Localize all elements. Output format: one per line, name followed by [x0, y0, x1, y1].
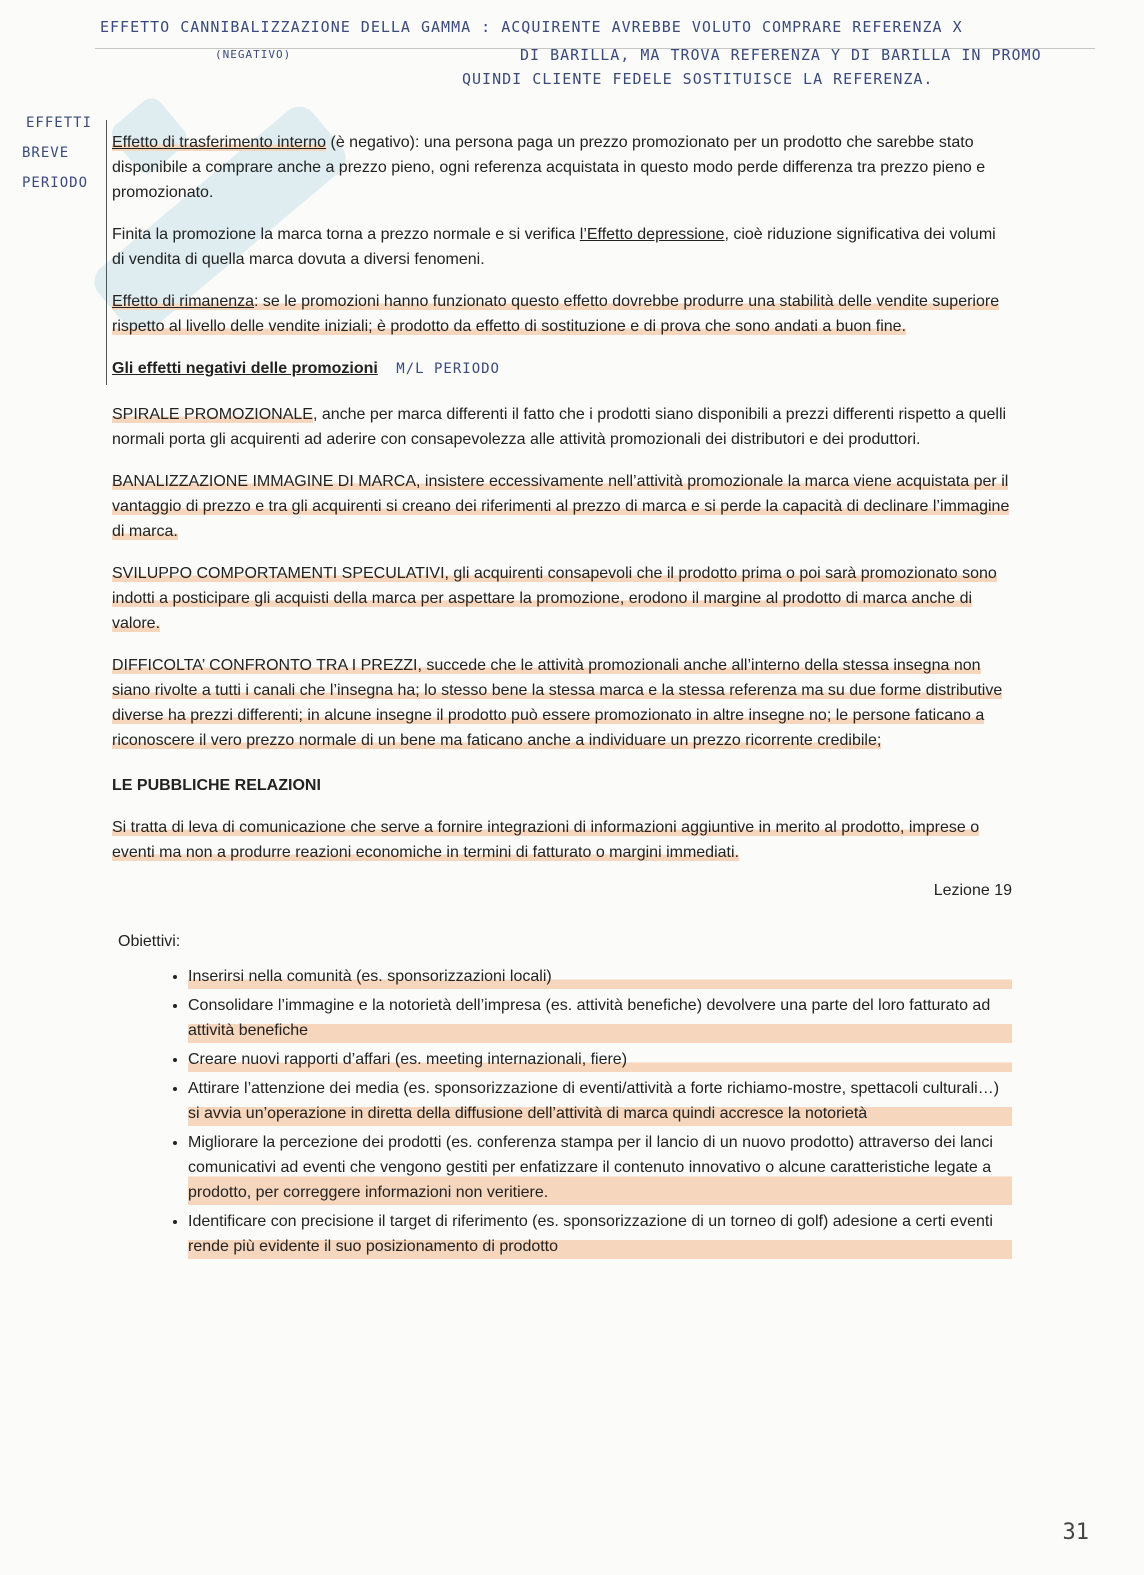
handwritten-header-line1: EFFETTO CANNIBALIZZAZIONE DELLA GAMMA : ACQUIRENTE AVREBBE VOLUTO COMPRARE REFERENZA X — [100, 18, 963, 36]
document-body — [112, 130, 1012, 1263]
objectives-list — [112, 964, 1012, 1259]
margin-line — [106, 120, 107, 385]
objectives-title: Obiettivi: — [118, 933, 181, 950]
term-rimanenza: Effetto di rimanenza — [112, 293, 255, 310]
handwritten-heading-note: M/L PERIODO — [396, 361, 500, 377]
paragraph-trasferimento — [112, 130, 1012, 205]
paragraph-rimanenza — [112, 289, 1012, 339]
objective-item: • Attirare l’attenzione dei media (es. sponsorizzazione di eventi/attività a forte richiamo-mostre, spettacoli culturali…) si avvia un’operazione in diretta della diffusione dell’attività di marca quindi accresce la notorietà — [188, 1076, 1012, 1126]
text-trasferimento: (è negativo): una persona paga un prezzo promozionato per un prodotto che sarebbe stato disponibile a comprare anche a prezzo pieno, ogni referenza acquistata in questo modo perde differenza tra prezzo pieno e promozionato. — [112, 134, 986, 201]
paragraph-spirale — [112, 402, 1012, 452]
term-depressione: l’Effetto depressione — [579, 226, 725, 243]
objective-item: • Migliorare la percezione dei prodotti (es. conferenza stampa per il lancio di un nuovo prodotto) attraverso dei lanci comunicativi ad eventi che vengono gestiti per enfatizzare il contenuto innovativo o alcune caratteristiche legate a prodotto, per correggere informazioni non veritiere. — [188, 1130, 1012, 1205]
text-confronto-prezzi: , succede che le attività promozionali anche all’interno della stessa insegna non siano rivolte a tutti i canali che l’insegna ha; lo stesso bene la stessa marca e la stessa referenza ma su due forme distributive diverse ha prezzi differenti; in alcune insegne il prodotto può essere promozionato in altre insegne no; le persone faticano a riconoscere il vero prezzo normale di un bene ma faticano anche a individuare un prezzo ricorrente credibile; — [112, 657, 1003, 749]
paragraph-speculativi — [112, 561, 1012, 636]
term-spirale: SPIRALE PROMOZIONALE — [112, 406, 313, 423]
lesson-label: Lezione 19 — [933, 882, 1012, 899]
term-confronto-prezzi: DIFFICOLTA’ CONFRONTO TRA I PREZZI — [112, 657, 418, 674]
term-banalizzazione: BANALIZZAZIONE IMMAGINE DI MARCA — [112, 473, 417, 490]
paragraph-depressione — [112, 222, 1012, 272]
text-rimanenza: : se le promozioni hanno funzionato questo effetto dovrebbe produrre una stabilità delle vendite superiore rispetto al livello delle vendite iniziali; è prodotto da effetto di sostituzione e di prova che sono andati a buon fine. — [112, 293, 1000, 335]
text-spirale: , anche per marca differenti il fatto che i prodotti siano disponibili a prezzi differenti rispetto a quelli normali porta gli acquirenti ad aderire con consapevolezza alle attività promozionali dei distributori e dei produttori. — [112, 406, 1007, 448]
handwritten-side-note-2: BREVE — [22, 145, 70, 161]
paragraph-confronto-prezzi — [112, 653, 1012, 753]
text-depressione-pre: Finita la promozione la marca torna a prezzo normale e si verifica — [112, 226, 580, 243]
objective-item: • Creare nuovi rapporti d’affari (es. meeting internazionali, fiere) — [188, 1047, 1012, 1072]
objective-item: • Identificare con precisione il target di riferimento (es. sponsorizzazione di un torneo di golf) adesione a certi eventi rende più evidente il suo posizionamento di prodotto — [188, 1209, 1012, 1259]
term-speculativi: SVILUPPO COMPORTAMENTI SPECULATIVI — [112, 565, 445, 582]
text-pubbliche-relazioni: Si tratta di leva di comunicazione che serve a fornire integrazioni di informazioni aggiuntive in merito al prodotto, imprese o eventi ma non a produrre reazioni economiche in termini di fatturato o margini immediati. — [112, 819, 980, 861]
text-banalizzazione: , insistere eccessivamente nell’attività promozionale la marca viene acquistata per il vantaggio di prezzo e tra gli acquirenti si creano dei riferimenti al prezzo di marca e si perde la capacità di declinare l’immagine di marca. — [112, 473, 1010, 540]
objective-item: • Inserirsi nella comunità (es. sponsorizzazioni locali) — [188, 964, 1012, 989]
heading-effetti-negativi: Gli effetti negativi delle promozioni — [112, 360, 378, 377]
handwritten-side-note-1: EFFETTI — [26, 115, 93, 131]
text-depressione: , cioè riduzione significativa dei volumi di vendita di quella marca dovuta a diversi fenomeni. — [112, 226, 996, 268]
term-trasferimento: Effetto di trasferimento interno — [112, 134, 327, 151]
handwritten-header-line2: DI BARILLA, MA TROVA REFERENZA Y DI BARILLA IN PROMO — [520, 46, 1042, 64]
handwritten-side-note-3: PERIODO — [22, 175, 89, 191]
handwritten-header-note: (NEGATIVO) — [215, 48, 292, 61]
paragraph-pubbliche-relazioni — [112, 815, 1012, 865]
page-number: 31 — [1062, 1520, 1089, 1545]
handwritten-header-line3: QUINDI CLIENTE FEDELE SOSTITUISCE LA REFERENZA. — [462, 70, 934, 88]
objective-item: • Consolidare l’immagine e la notorietà dell’impresa (es. attività benefiche) devolvere una parte del loro fatturato ad attività benefiche — [188, 993, 1012, 1043]
heading-effetti-negativi-row — [112, 356, 1012, 382]
paragraph-banalizzazione — [112, 469, 1012, 544]
text-speculativi: , gli acquirenti consapevoli che il prodotto prima o poi sarà promozionato sono indotti a posticipare gli acquisti della marca per aspettare la promozione, erodono il margine al prodotto di marca anche di valore. — [112, 565, 997, 632]
heading-pubbliche-relazioni: LE PUBBLICHE RELAZIONI — [112, 777, 321, 794]
